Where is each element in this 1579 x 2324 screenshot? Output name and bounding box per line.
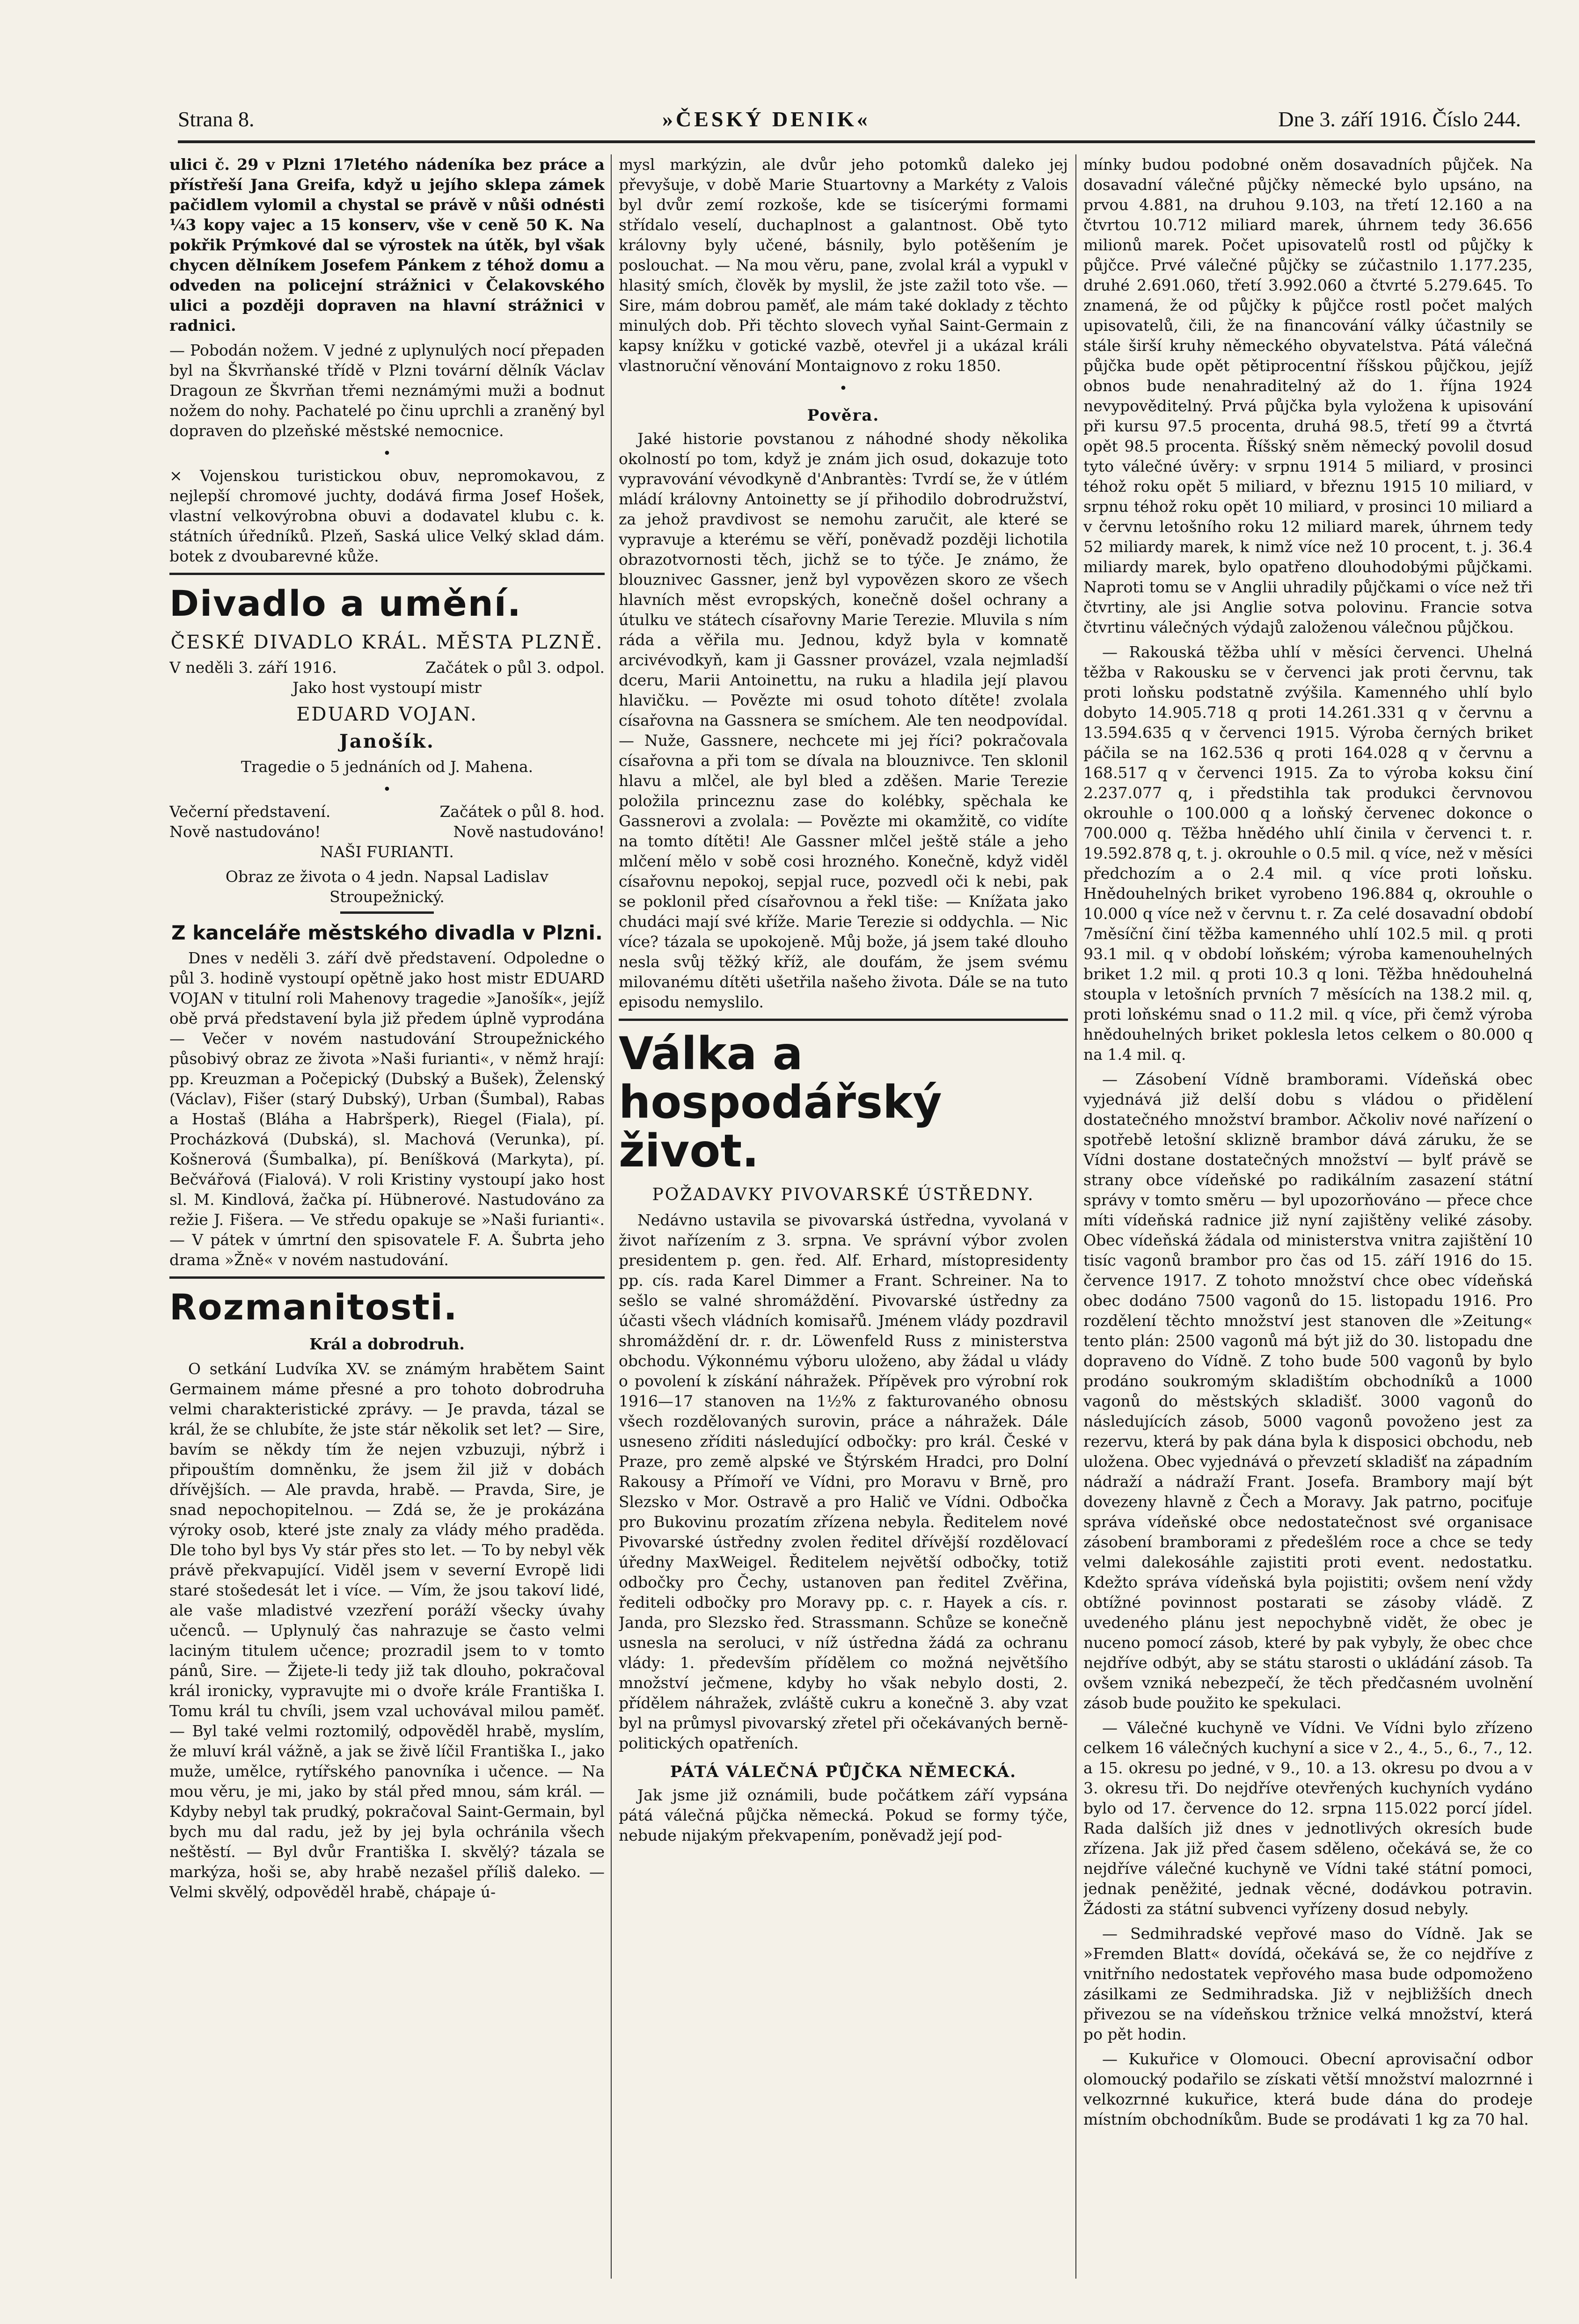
office-heading: Z kanceláře městského divadla v Plzni.: [171, 921, 603, 944]
potatoes-article: — Zásobení Vídně bramborami. Vídeňská obec vyjednává již delší dobu s vládou o přidělení dostatečného množství brambor. Ačkoliv nové nařízení o spotřebě letošní sklizně brambor dává záruku, že se Vídni dostane dostatečných množství — bylť právě se strany obce vídeňské po radikálním zasazení státní správy v tomto směru — byl upozorňováno — přece chce míti vídeňská radnice již nyní zajištěny veliké zásoby. Obec vídeňská žádala od ministerstva vnitra zajištění 10 tisíc vagonů brambor pro čas od 15. září 1916 do 15. července 1917. Z tohoto množství chce obec vídeňská obec dodáno 7500 vagonů do 15. listopadu 1916. Pro rozdělení těchto množství jest stanoven dle »Zeitung« tento plán: 2500 vagonů má být již do 30. listopadu dne dopraveno do Vídně. Z toho bude 500 vagonů by bylo prodáno soukromým skladištím obchodníků a 1000 vagonů do městských skladišť. 3000 vagonů do následujících zásob, 5000 vagonů povoženo jest za rezervu, která by pak dána byla k disposici obchodu, neb uložena. Obec vyjednává o převzetí skladišť na západním nádraží a nádraží Frant. Josefa. Brambory mají být dovezeny hlavně z Čech a Moravy. Jak patrno, pociťuje správa vídeňské obce nedostatečnost své organisace zásobení bramborami z předešlém roce a chce se tedy velmi dalekosáhle zajistiti proti event. nedostatku. Kdežto správa vídeňská byla pojistiti; ovšem není vždy obtížné povinnost postarati se zásoby vládě. Z uvedeného plánu jest nepochybně vidět, že obec je nuceno pomocí zásob, které by pak vybyly, že obec chce nejdříve odbýt, aby se státu starosti o ukládání zásob. Ta ovšem vzniká nebezpečí, že těch předčasném uvolnění zásob bude použito ke spekulaci.: [1083, 1070, 1533, 1712]
corn-article: — Kukuřice v Olomouci. Obecní aprovisační odbor olomoucký podařilo se získati větší množství malozrnné i velkozrnné kukuřice, která bude dána do prodeje místním obchodníkům. Bude se prodávati 1 kg za 70 hal.: [1083, 2050, 1533, 2128]
article-theft: ulici č. 29 v Plzni 17letého nádeníka bez práce a přístřeší Jana Greifa, když u jejího sklepa zámek pačidlem vylomil a chystal se právě v nůši odnésti ¼3 kopy vajec a 15 konserv, vše v ceně 50 K. Na pokřik Prýmkové dal se výrostek na útěk, byl však chycen dělníkem Josefem Pánkem z téhož domu a odveden na policejní strážnici v Čelakovského ulici a později dopraven na hlavní strážnici v radnici.: [169, 155, 605, 335]
page-number: Strana 8.: [178, 107, 255, 131]
column-divider: [611, 154, 612, 2279]
column-2: mysl markýzin, ale dvůr jeho potomků daleko jej převyšuje, v době Marie Stuartovny a Markéty z Valois byl dvůr zemí rozkoše, kde se tisícerými formami střídalo veselí, duchaplnost a galantnost. Obě tyto královny byly učené, básnily, bylo potěšením je poslouchat. — Na mou věru, pane, zvolal král a vypukl v hlasitý smích, člověk by myslil, že jste zažil toto vše. — Sire, mám dobrou paměť, ale mám také doklady z těchto minulých dob. Při těchto slovech vyňal Saint-Germain z kapsy knížku v gotické vazbě, otevřel ji a ukázal králi vlastnoruční věnování Montaignovo z roku 1850. • Pověra. Jaké historie povstanou z náhodné shody několika okolností po tom, když je znám jich osud, dokazuje toto vypravování vévodkyně d'Anbrantès: Tvrdí se, že v útlém mládí královny Antoinetty se jí přihodilo dobrodružství, za jehož pravdivost se nemohu zaručit, ale které se vypravuje a kterému se věří, poněvadž později lichotila obrazotvornosti těch, jichž se to týče. Je známo, že blouznivec Gassner, jenž byl vypovězen skoro ze všech hlavních měst evropských, konečně došel ochrany a útulku ve státech císařovny Marie Terezie. Mluvila s ním ráda a věřila mu. Jednou, když byla v komnatě arcivévodkyň, kam ji Gassner provázel, vzala nejmladší dceru, Marii Antoinettu, na ruku a hladila její plavou hlavičku. — Povězte mi osud tohoto dítěte! zvolala císařovna na Gassnera se smíchem. Ale ten neodpovídal. — Nuže, Gassnere, nechcete mi jej říci? pokračovala císařovna a při tom se dívala na blouznivce. Ten sklonil hlavu a mlčel, ale byl bled a zděšen. Marie Terezie položila princeznu zase do kolébky, spěchala ke Gassnerovi a zvolala: — Povězte mi okamžitě, co vidíte na tomto dítěti! Ale Gassner mlčel ještě stále a jeho mlčení mělo v sobě cosi hrozného. Konečně, když viděl císařovnu nepokoj, sepjal ruce, pozvedl oči k nebi, pak se poklonil před císařovnou a řekl tiše: — Knížata jako chudáci mají své kříže. Marie Terezie si oddychla. — Nic více? tázala se upokojeně. Můj bože, já jsem také dlouho nesla svůj těžký kříž, ale doufám, že jsem svému milovanému dítěti ušetřila našeho života. Dále se na tuto episodu nemyslilo. Válka a hospodářský život. POŽADAVKY PIVOVARSKÉ ÚSTŘEDNY. Nedávno ustavila se pivovarská ústředna, vyvolaná v život nařízením z 3. srpna. Ve správní výbor zvolen presidentem p. gen. řed. Alf. Erhard, místopresidenty pp. cís. rada Karel Dimmer a Frant. Schreiner. Na to sešlo se valné shromáždění. Pivovarské ústředny za účasti všech vládních komisařů. Jménem vlády pozdravil shromáždění dr. r. dr. Löwenfeld Russ z ministerstva obchodu. Výkonnému výboru uloženo, aby žádal u vlády o povolení k získání náhražek. Přípěvek pro výrobní rok 1916—17 stanoven na 1½% z fakturovaného obnosu všech rozdělovaných surovin, práce a náhražek. Dále usneseno zříditi následující odbočky: pro král. České v Praze, pro země alpské ve Štýrském Hradci, pro Dolní Rakousy a Přímoří ve Vídni, pro Moravu v Brně, pro Slezsko v Mor. Ostravě a pro Halič ve Vídni. Odbočka pro Bukovinu prozatím zřízena nebyla. Ředitelem nové Pivovarské ústředny zvolen ředitel dřívější rozdělovací úředny MaxWeigel. Ředitelem největší odbočky, totiž odbočky pro Čechy, ustanoven pan ředitel Zvěřina, řediteli odbočky pro Moravy pp. c. r. Hayek a cís. r. Janda, pro Slezsko řed. Strassmann. Schůze se konečně usnesla na seroluci, v níž ústředna žádá za ochranu vlády: 1. především přídělem co možná největšího množství ječmene, kdyby ho však nebylo dosti, 2. přídělem náhražek, zvláště cukru a konečně 3. aby vzat byl na průmysl pivovarský zřetel při očekávaných berně-politických opatřeních. PÁTÁ VÁLEČNÁ PŮJČKA NĚMECKÁ. Jak jsme již oznámili, bude počátkem září vypsána pátá válečná půjčka německá. Pokud se formy týče, nebude nijakým překvapením, poněvadž její pod-: [619, 155, 1068, 1844]
section-war-economy-heading: Válka a hospodářský život.: [619, 1027, 942, 1177]
guest-line: Jako host vystoupí mistr: [292, 678, 482, 697]
new-production-left: Nově nastudováno!: [169, 823, 321, 841]
coal-article: — Rakouská těžba uhlí v měsíci červenci. Uhelná těžba v Rakousku se v červenci jak proti červnu, tak proti loňsku podstatně zvýšila. Kamenného uhlí bylo dobyto 14.905.718 q proti 14.261.331 q v červnu a 13.594.635 q v červenci 1915. Výroba černých briket páčila se na 162.536 q proti 164.028 q v červnu a 168.517 q v červenci 1915. Za to výroba koksu činí 2.237.077 q, i předstihla tak produkci červnovou okrouhle o 100.000 q a loňský červenec dokonce o 700.000 q. Těžba hnědého uhlí činila v červenci t. r. 19.592.878 q, t. j. okrouhle o 0.5 mil. q více, než v měsíci předchozím a o 2.4 mil. q více proti loňsku. Hnědouhelných briket vyrobeno 196.884 q, okrouhle o 10.000 q více než v červnu t. r. Za celé dosavadní období 7měsíční činí těžba kamenného uhlí 102.5 mil. q proti 93.1 mil. q v období loňském; výroba kamenouhelných briket 1.2 mil. q proti 10.3 q loni. Těžba hnědouhelná stoupla v letošních prvních 7 měsících na 138.2 mil. q, proti loňskému snad o 11.2 mil. q více, při čemž výroba hnědouhelných briket poklesla letos celkem o 80.000 q na 1.4 mil. q.: [1083, 643, 1533, 1064]
play-description: Tragedie o 5 jednáních od J. Mahena.: [241, 758, 534, 776]
masthead: »ČESKÝ DENIK«: [662, 107, 870, 131]
show-time: Začátek o půl 3. odpol.: [425, 658, 605, 677]
brewery-heading: POŽADAVKY PIVOVARSKÉ ÚSTŘEDNY.: [652, 1185, 1035, 1204]
misc-title: Král a dobrodruh.: [309, 1335, 465, 1353]
theatre-name: ČESKÉ DIVADLO KRÁL. MĚSTA PLZNĚ.: [170, 632, 604, 653]
play-title: Janošík.: [339, 730, 435, 752]
column-1: ulici č. 29 v Plzni 17letého nádeníka bez práce a přístřeší Jana Greifa, když u jejího sklepa zámek pačidlem vylomil a chystal se právě v nůši odnésti ¼3 kopy vajec a 15 konserv, vše v ceně 50 K. Na pokřik Prýmkové dal se výrostek na útěk, byl však chycen dělníkem Josefem Pánkem z téhož domu a odveden na policejní strážnici v Čelakovského ulici a později dopraven na hlavní strážnici v radnici. — Pobodán nožem. V jedné z uplynulých nocí přepaden byl na Škvrňanské třídě v Plzni tovární dělník Václav Dragoun ze Škvrňan třemi neznámými muži a bodnut nožem do nohy. Pachatelé po činu uprchli a zraněný byl dopraven do plzeňské městské nemocnice. • × Vojenskou turistickou obuv, nepromokavou, z nejlepší chromové juchty, dodává firma Josef Hošek, vlastní velkovýrobna obuvi a dodavatel klubu c. k. státních úředníků. Plzeň, Saská ulice Velký sklad dám. botek z dvoubarevné kůže. Divadlo a umění. ČESKÉ DIVADLO KRÁL. MĚSTA PLZNĚ. V neděli 3. září 1916. Začátek o půl 3. odpol. Jako host vystoupí mistr EDUARD VOJAN. Janošík. Tragedie o 5 jednáních od J. Mahena. • Večerní představení. Začátek o půl 8. hod. Nově nastudováno! Nově nastudováno! NAŠI FURIANTI. Obraz ze života o 4 jedn. Napsal Ladislav Stroupežnický. Z kanceláře městského divadla v Plzni. Dnes v neděli 3. září dvě představení. Odpoledne o půl 3. hodině vystoupí opětně jako host mistr EDUARD VOJAN v titulní roli Mahenovy tragedie »Janošík«, jejíž obě prvá představení byla již předem úplně vyprodána — Večer v novém nastudování Stroupežnického působivý obraz ze života »Naši furianti«, v němž hrají: pp. Kreuzman a Počepický (Dubský a Bušek), Želenský (Václav), Fišer (starý Dubský), Urban (Šumbal), Rabas a Hostaš (Bláha a Habršperk), Riegel (Fiala), pí. Procházková (Dubská), sl. Machová (Verunka), pí. Košnerová (Šumbalka), pí. Beníšková (Markyta), pí. Bečvářová (Fialová). V roli Kristiny vystoupí jako host sl. M. Kindlová, žačka pí. Hübnerové. Nastudováno za režie J. Fišera. — Ve středu opakuje se »Naši furianti«. — V pátek v úmrtní den spisovatele F. A. Šubrta jeho drama »Žně« v novém nastudování. Rozmanitosti. Král a dobrodruh. O setkání Ludvíka XV. se známým hrabětem Saint Germainem máme přesné a pro tohoto dobrodruha velmi charakteristické zprávy. — Je pravda, tázal se král, že se chlubíte, že jste stár několik set let? — Sire, bavím se někdy tím že nejen vzbuzuji, nýbrž i připouštím domněnku, že jsem žil již v dobách dřívějších. — Ale pravda, hrabě. — Pravda, Sire, je snad nepochopitelnou. — Zdá se, že je prokázána výroky osob, které jste znaly za vlády mého praděda. Dle toho byl bys Vy stár přes sto let. — To by nebyl věk právě překvapující. Viděl jsem v severní Evropě lidi staré stošedesát let i více. — Vím, že jsou takoví lidé, ale vaše mladistvé vzezření poráží všecky úvahy učenců. — Uplynulý čas nahrazuje se často velmi laciným titulem učence; prozradil jsem to v tomto pánů, Sire. — Žijete-li tedy již tak dlouho, pokračoval král ironicky, vypravujte mi o dvoře krále Františka I. Tomu král tu chvíli, jsem vzal uchovával milou paměť. — Byl také velmi roztomilý, odpověděl hrabě, myslím, že mluví král vážně, a jak se živě líčil Františka I., jako muže, umělce, rytířského panovníka i učence. — Na mou věru, je mi, jako by stál před mnou, sám král. — Kdyby nebyl tak prudký, pokračoval Saint-Germain, byl bych mu dal radu, jež by jej byla ochránila všech neštěstí. — Byl dvůr Františka I. skvělý? tázala se markýza, hoši se, aby hrabě nezašel příliš daleko. — Velmi skvělý, odpověděl hrabě, chápaje ú-: [169, 155, 605, 1901]
loan-article-cont: mínky budou podobné oněm dosavadních půjček. Na dosavadní válečné půjčky německé bylo upsáno, na prvou 4.881, na druhou 9.103, na třetí 12.160 a na čtvrtou 10.712 miliard marek, úhrnem tedy 36.656 milionů marek. Počet upisovatelů rostl od půjčky k půjčce. Prvé válečné půjčky se zúčastnilo 1.177.235, druhé 2.691.060, třetí 3.992.060 a čtvrté 5.279.645. To znamená, že od půjčky k půjčce rostl počet malých upisovatelů, čili, že na financování války účastnily se stále širší kruhy německého obyvatelstva. Pátá válečná půjčka bude opět pětiprocentní říšskou půjčkou, jejíž obnos bude nenahraditelný až do 1. října 1924 nevypověditelný. Prvá půjčka byla vyložena k upisování při kursu 97.5 procenta, druhá 98.5, třetí 99 a čtvrtá opět 98.5 procenta. Říšský sněm německý povolil dosud tyto válečné úvěry: v srpnu 1914 5 miliard, v prosinci téhož roku opět 5 miliard, v březnu 1915 10 miliard, v srpnu téhož roku opět 10 miliard, v prosinci 10 miliard a v červnu letošního roku 12 miliard marek, úhrnem tedy 52 miliardy marek, k nimž více než 10 procent, t. j. 36.4 miliardy marek, bylo opatřeno dlouhodobými půjčkami. Naproti tomu se v Anglii uhradily půjčkami o více než tři čtvrtiny, ale jsi Anglie sotva polovinu. Francie sotva čtvrtinu válečných výdajů založenou válečnou půjčkou.: [1083, 155, 1533, 636]
page-header: [178, 100, 1521, 138]
section-theatre-heading: Divadlo a umění.: [169, 583, 522, 624]
new-production-right: Nově nastudováno!: [453, 823, 605, 841]
pork-article: — Sedmihradské vepřové maso do Vídně. Jak se »Fremden Blatt« dovídá, očekává se, že co nejdříve z vnitřního nedostatek vepřového masa bude odpomoženo zásilkami ze Sedmihradska. Již v nejbližších dnech přivezou se na vídeňskou tržnice velká množství, která po pět hodin.: [1083, 1924, 1533, 2043]
play2-description: Obraz ze života o 4 jedn. Napsal Ladislav Stroupežnický.: [225, 867, 549, 906]
povera-article: Jaké historie povstanou z náhodné shody několika okolností po tom, když je znám jich osud, dokazuje toto vypravování vévodkyně d'Anbrantès: Tvrdí se, že v útlém mládí královny Antoinetty se jí přihodilo dobrodružství, za jehož pravdivost se nemohu zaručit, ale které se vypravuje a kterému se věří, poněvadž později lichotila obrazotvornosti těch, jichž se to týče. Je známo, že blouznivec Gassner, jenž byl vypovězen skoro ze všech hlavních měst evropských, konečně došel ochrany a útulku ve státech císařovny Marie Terezie. Mluvila s ním ráda a věřila mu. Jednou, když byla v komnatě arcivévodkyň, kam ji Gassner provázel, vzala nejmladší dceru, Marii Antoinettu, na ruku a hladila její plavou hlavičku. — Povězte mi osud tohoto dítěte! zvolala císařovna na Gassnera se smíchem. Ale ten neodpovídal. — Nuže, Gassnere, nechcete mi jej říci? pokračovala císařovna a při tom se dívala na blouznivce. Ten sklonil hlavu a mlčel, ale byl bled a zděšen. Marie Terezie položila princeznu zase do kolébky, spěchala ke Gassnerovi a zvolala: — Povězte mi okamžitě, co vidíte na tomto dítěti! Ale Gassner mlčel ještě stále a jeho mlčení mělo v sobě cosi hrozného. Konečně, když viděl císařovnu nepokoj, sepjal ruce, pozvedl oči k nebi, pak se poklonil před císařovnou a řekl tiše: — Knížata jako chudáci mají své kříže. Marie Terezie si oddychla. — Nic více? tázala se upokojeně. Můj bože, já jsem také dlouho nesla svůj těžký kříž, ale doufám, že jsem svému milovanému dítěti ušetřila našeho života. Dále se na tuto episodu nemyslilo.: [619, 430, 1068, 1011]
brewery-article: Nedávno ustavila se pivovarská ústředna, vyvolaná v život nařízením z 3. srpna. Ve správní výbor zvolen presidentem p. gen. řed. Alf. Erhard, místopresidenty pp. cís. rada Karel Dimmer a Frant. Schreiner. Na to sešlo se valné shromáždění. Pivovarské ústředny za účasti všech vládních komisařů. Jménem vlády pozdravil shromáždění dr. r. dr. Löwenfeld Russ z ministerstva obchodu. Výkonnému výboru uloženo, aby žádal u vlády o povolení k získání náhražek. Přípěvek pro výrobní rok 1916—17 stanoven na 1½% z fakturovaného obnosu všech rozdělovaných surovin, práce a náhražek. Dále usneseno zříditi následující odbočky: pro král. České v Praze, pro země alpské ve Štýrském Hradci, pro Dolní Rakousy a Přímoří ve Vídni, pro Moravu v Brně, pro Slezsko v Mor. Ostravě a pro Halič ve Vídni. Odbočka pro Bukovinu prozatím zřízena nebyla. Ředitelem nové Pivovarské ústředny zvolen ředitel dřívější rozdělovací úředny MaxWeigel. Ředitelem největší odbočky, totiž odbočky pro Čechy, ustanoven pan ředitel Zvěřina, řediteli odbočky pro Moravy pp. c. r. Hayek a cís. r. Janda, pro Slezsko řed. Strassmann. Schůze se konečně usnesla na seroluci, v níž ústředna žádá za ochranu vlády: 1. především přídělem co možná největšího množství ječmene, kdyby ho však nebylo dosti, 2. přídělem náhražek, zvláště cukru a konečně 3. aby vzat byl na průmysl pivovarský zřetel při očekávaných berně-politických opatřeních.: [619, 1211, 1068, 1752]
povera-title: Pověra.: [807, 406, 880, 425]
war-kitchens-article: — Válečné kuchyně ve Vídni. Ve Vídni bylo zřízeno celkem 16 válečných kuchyní a sice v 2., 4., 5., 6., 7., 12. a 15. okresu po jedné, v 9., 10. a 13. okresu po dvou a v 3. okresu tři. Do nejdříve otevřených kuchyních vydáno bylo od 17. července do 12. srpna 115.022 porcí jídel. Rada dalších již dnes v jednotlivých okresích bude zřízena. Jak již před časem sděleno, očekává se, že co nejdříve válečné kuchyně ve Vídni také státní pomoci, jednak peněžité, jednak věcné, dodávkou potravin. Žádosti za státní subvenci vyřízeny dosud nebyly.: [1083, 1719, 1533, 1918]
actor-name: EDUARD VOJAN.: [296, 704, 478, 725]
misc-article: O setkání Ludvíka XV. se známým hrabětem Saint Germainem máme přesné a pro tohoto dobrodruha velmi charakteristické zprávy. — Je pravda, tázal se král, že se chlubíte, že jste stár několik set let? — Sire, bavím se někdy tím že nejen vzbuzuji, nýbrž i připouštím domněnku, že jsem žil již v dobách dřívějších. — Ale pravda, hrabě. — Pravda, Sire, je snad nepochopitelnou. — Zdá se, že je prokázána výroky osob, které jste znaly za vlády mého praděda. Dle toho byl bys Vy stár přes sto let. — To by nebyl věk právě překvapující. Viděl jsem v severní Evropě lidi staré stošedesát let i více. — Vím, že jsou takoví lidé, ale vaše mladistvé vzezření poráží všecky úvahy učenců. — Uplynulý čas nahrazuje se často velmi laciným titulem učence; prozradil jsem to v tomto pánů, Sire. — Žijete-li tedy již tak dlouho, pokračoval král ironicky, vypravujte mi o dvoře krále Františka I. Tomu král tu chvíli, jsem vzal uchovával milou paměť. — Byl také velmi roztomilý, odpověděl hrabě, myslím, že mluví král vážně, a jak se živě líčil Františka I., jako muže, umělce, rytířského panovníka i učence. — Na mou věru, je mi, jako by stál před mnou, sám král. — Kdyby nebyl tak prudký, pokračoval Saint-Germain, byl bych mu dal radu, jež by jej byla ochránila všech neštěstí. — Byl dvůr Františka I. skvělý? tázala se markýza, hoši se, aby hrabě nezašel příliš daleko. — Velmi skvělý, odpověděl hrabě, chápaje ú-: [169, 1360, 605, 1901]
section-misc-heading: Rozmanitosti.: [169, 1286, 458, 1328]
office-article: Dnes v neděli 3. září dvě představení. Odpoledne o půl 3. hodině vystoupí opětně jako host mistr EDUARD VOJAN v titulní roli Mahenovy tragedie »Janošík«, jejíž obě prvá představení byla již předem úplně vyprodána — Večer v novém nastudování Stroupežnického působivý obraz ze života »Naši furianti«, v němž hrají: pp. Kreuzman a Počepický (Dubský a Bušek), Želenský (Václav), Fišer (starý Dubský), Urban (Šumbal), Rabas a Hostaš (Bláha a Habršperk), Riegel (Fiala), pí. Procházková (Dubská), sl. Machová (Verunka), pí. Košnerová (Šumbalka), pí. Beníšková (Markyta), pí. Bečvářová (Fialová). V roli Kristiny vystoupí jako host sl. M. Kindlová, žačka pí. Hübnerové. Nastudováno za režie J. Fišera. — Ve středu opakuje se »Naši furianti«. — V pátek v úmrtní den spisovatele F. A. Šubrta jeho drama »Žně« v novém nastudování.: [169, 949, 605, 1269]
issue-date: Dne 3. září 1916. Číslo 244.: [1278, 107, 1521, 131]
misc-article-cont: mysl markýzin, ale dvůr jeho potomků daleko jej převyšuje, v době Marie Stuartovny a Markéty z Valois byl dvůr zemí rozkoše, kde se tisícerými formami střídalo veselí, duchaplnost a galantnost. Obě tyto královny byly učené, básnily, bylo potěšením je poslouchat. — Na mou věru, pane, zvolal král a vypukl v hlasitý smích, člověk by myslil, že jste zažil toto vše. — Sire, mám dobrou paměť, ale mám také doklady z těchto minulých dob. Při těchto slovech vyňal Saint-Germain z kapsy knížku v gotické vazbě, otevřel ji a ukázal králi vlastnoruční věnování Montaignovo z roku 1850.: [619, 155, 1068, 375]
show-date: V neděli 3. září 1916.: [169, 658, 337, 677]
column-3: [1083, 154, 1533, 2283]
column-divider: [1075, 154, 1076, 2279]
evening-time: Začátek o půl 8. hod.: [439, 802, 605, 821]
loan-article: Jak jsme již oznámili, bude počátkem září vypsána pátá válečná půjčka německá. Pokud se formy týče, nebude nijakým překvapením, poněvadž její pod-: [619, 1786, 1068, 1844]
advert-shoes: × Vojenskou turistickou obuv, nepromokavou, z nejlepší chromové juchty, dodává firma Josef Hošek, vlastní velkovýrobna obuvi a dodavatel klubu c. k. státních úředníků. Plzeň, Saská ulice Velký sklad dám. botek z dvoubarevné kůže.: [169, 466, 605, 565]
evening-show: Večerní představení.: [169, 802, 331, 821]
loan-title: PÁTÁ VÁLEČNÁ PŮJČKA NĚMECKÁ.: [670, 1763, 1017, 1781]
play2-title: NAŠI FURIANTI.: [320, 843, 454, 861]
article-stabbing: — Pobodán nožem. V jedné z uplynulých nocí přepaden byl na Škvrňanské třídě v Plzni tovární dělník Václav Dragoun ze Škvrňan třemi neznámými muži a bodnut nožem do nohy. Pachatelé po činu uprchli a zraněný byl dopraven do plzeňské městské nemocnice.: [169, 341, 605, 440]
header-rule: [178, 140, 1535, 143]
